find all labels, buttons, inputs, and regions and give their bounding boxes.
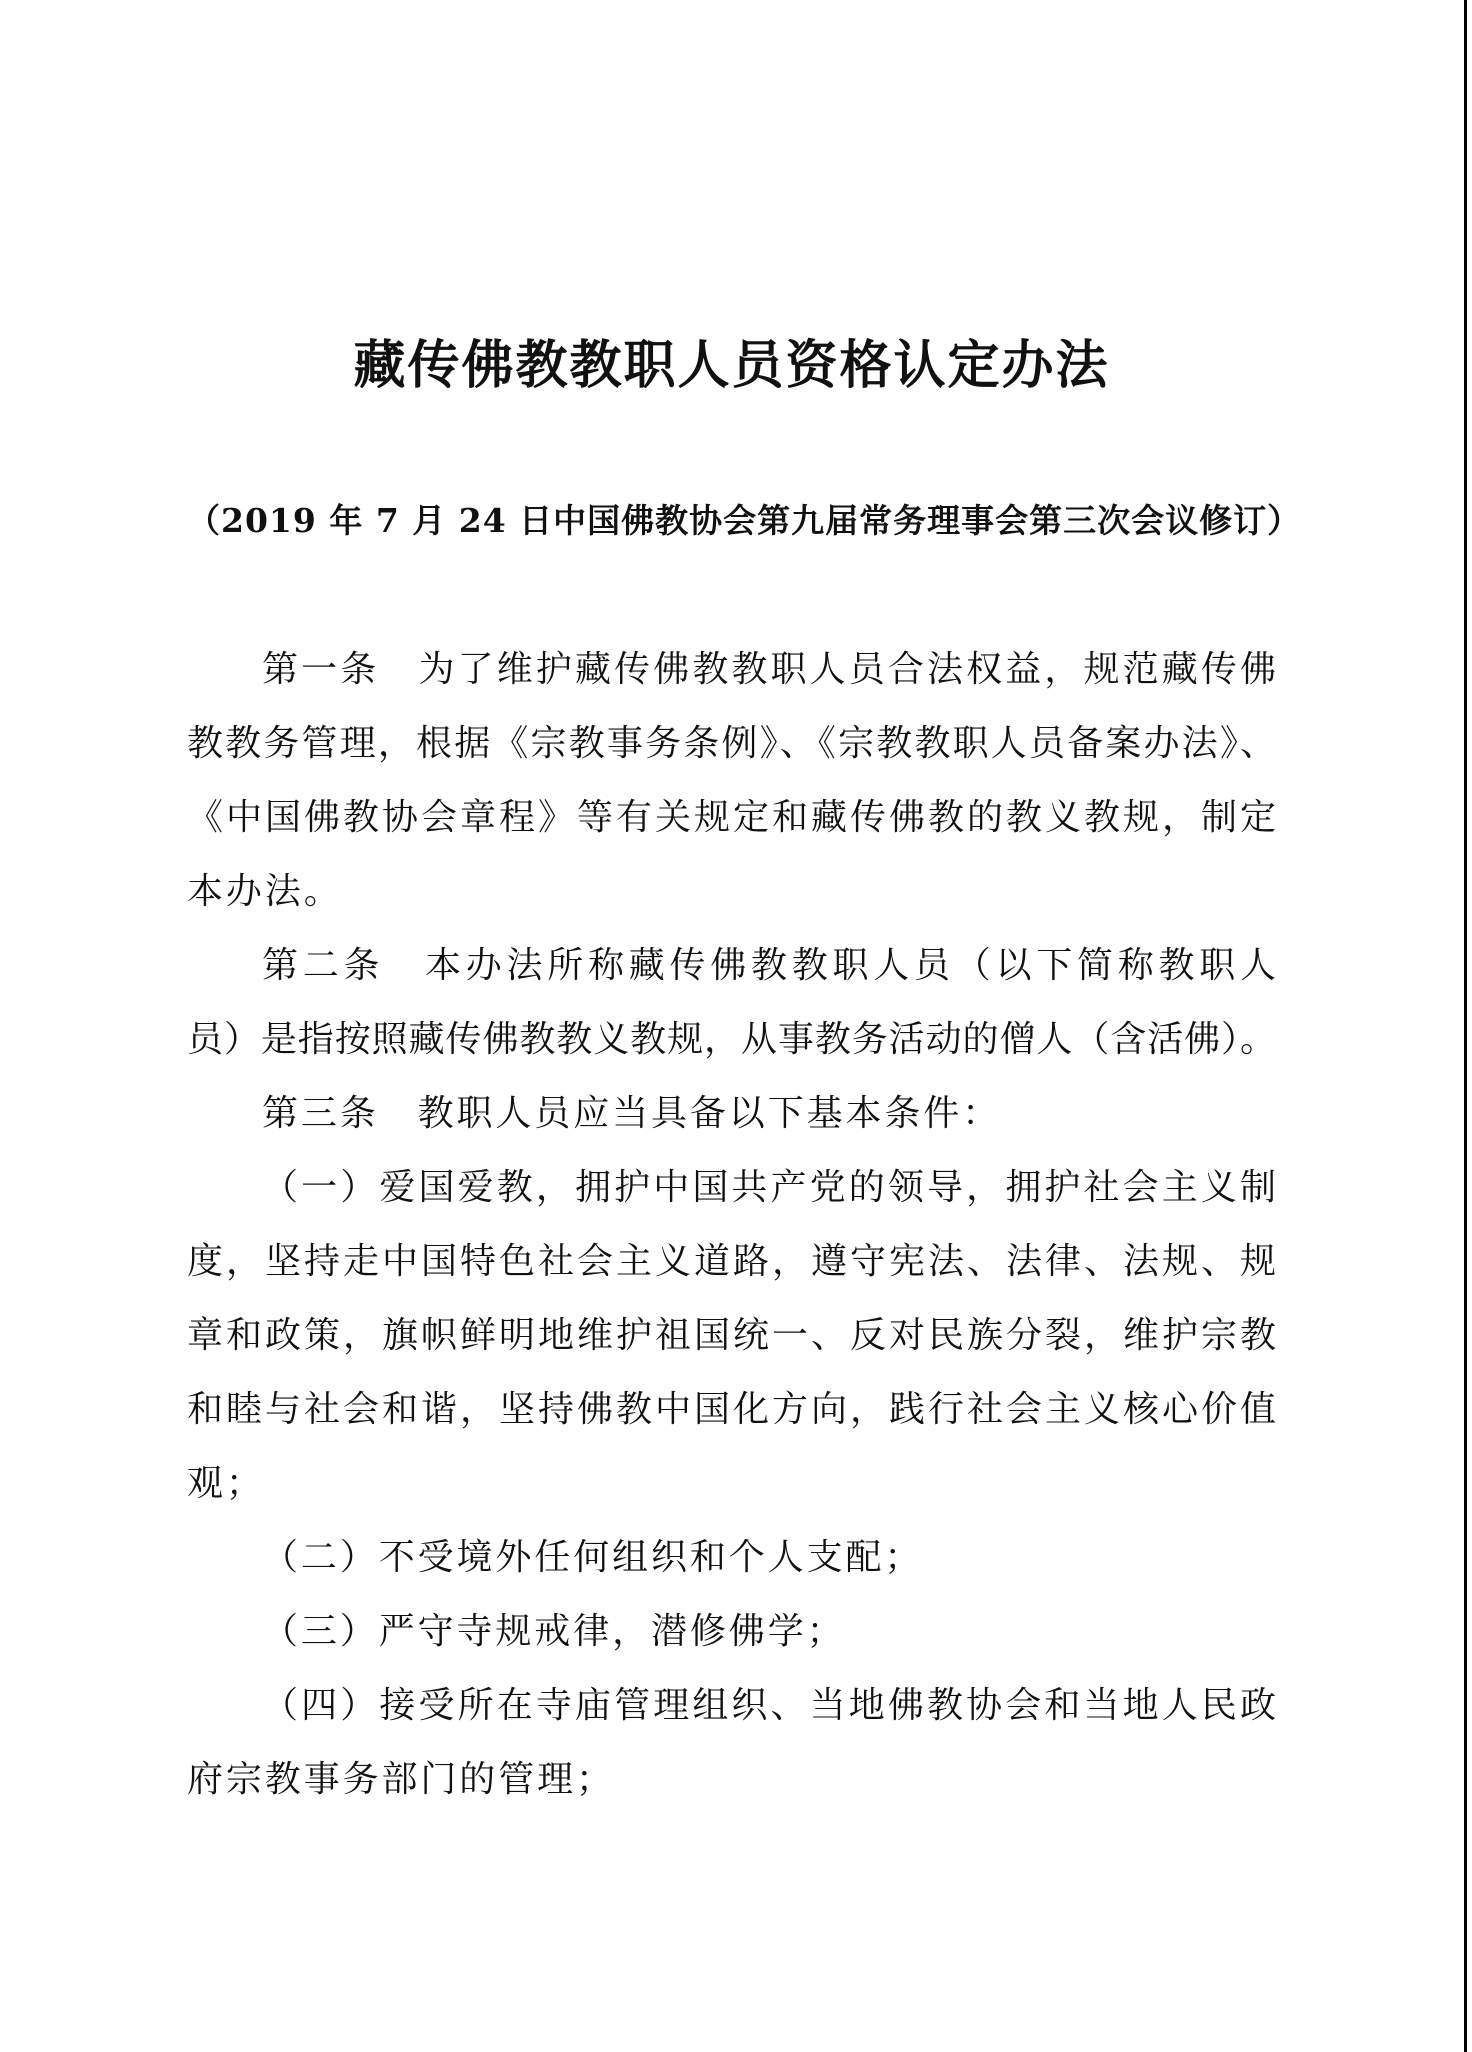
document-subtitle: （2019 年 7 月 24 日中国佛教协会第九届常务理事会第三次会议修订） [187,501,1302,540]
condition-1-line-3: 章和政策，旗帜鲜明地维护祖国统一、反对民族分裂，维护宗教 [187,1315,1276,1356]
document-title: 藏传佛教教职人员资格认定办法 [353,335,1110,396]
condition-3 [187,1595,1276,1669]
article-2 [187,929,1276,1077]
article-3 [187,1077,1276,1151]
article-2-line-2: 员）是指按照藏传佛教教义教规，从事教务活动的僧人（含活佛）。 [187,1019,1276,1060]
condition-4-line-2: 府宗教事务部门的管理； [187,1759,615,1800]
condition-2 [187,1521,1276,1595]
article-1-line-3: 《中国佛教协会章程》等有关规定和藏传佛教的教义教规，制定 [187,797,1276,838]
article-1-line-4: 本办法。 [187,871,343,912]
article-1 [187,633,1276,929]
page-edge-border [1464,0,1467,2052]
condition-1 [187,1151,1276,1521]
condition-1-line-1: （一）爱国爱教，拥护中国共产党的领导，拥护社会主义制 [262,1167,1276,1208]
condition-1-line-2: 度，坚持走中国特色社会主义道路，遵守宪法、法律、法规、规 [187,1241,1276,1282]
condition-3-line-1: （三）严守寺规戒律，潜修佛学； [262,1611,846,1652]
condition-1-line-5: 观； [187,1463,265,1504]
condition-1-line-4: 和睦与社会和谐，坚持佛教中国化方向，践行社会主义核心价值 [187,1389,1276,1430]
article-2-line-1: 第二条 本办法所称藏传佛教教职人员（以下简称教职人 [262,945,1276,986]
article-1-line-2: 教教务管理，根据《宗教事务条例》、《宗教教职人员备案办法》、 [187,723,1276,764]
article-3-line-1: 第三条 教职人员应当具备以下基本条件： [262,1093,1002,1134]
condition-2-line-1: （二）不受境外任何组织和个人支配； [262,1537,924,1578]
document-body [187,633,1276,1817]
condition-4 [187,1669,1276,1817]
condition-4-line-1: （四）接受所在寺庙管理组织、当地佛教协会和当地人民政 [262,1685,1276,1726]
article-1-line-1: 第一条 为了维护藏传佛教教职人员合法权益，规范藏传佛 [262,649,1276,690]
